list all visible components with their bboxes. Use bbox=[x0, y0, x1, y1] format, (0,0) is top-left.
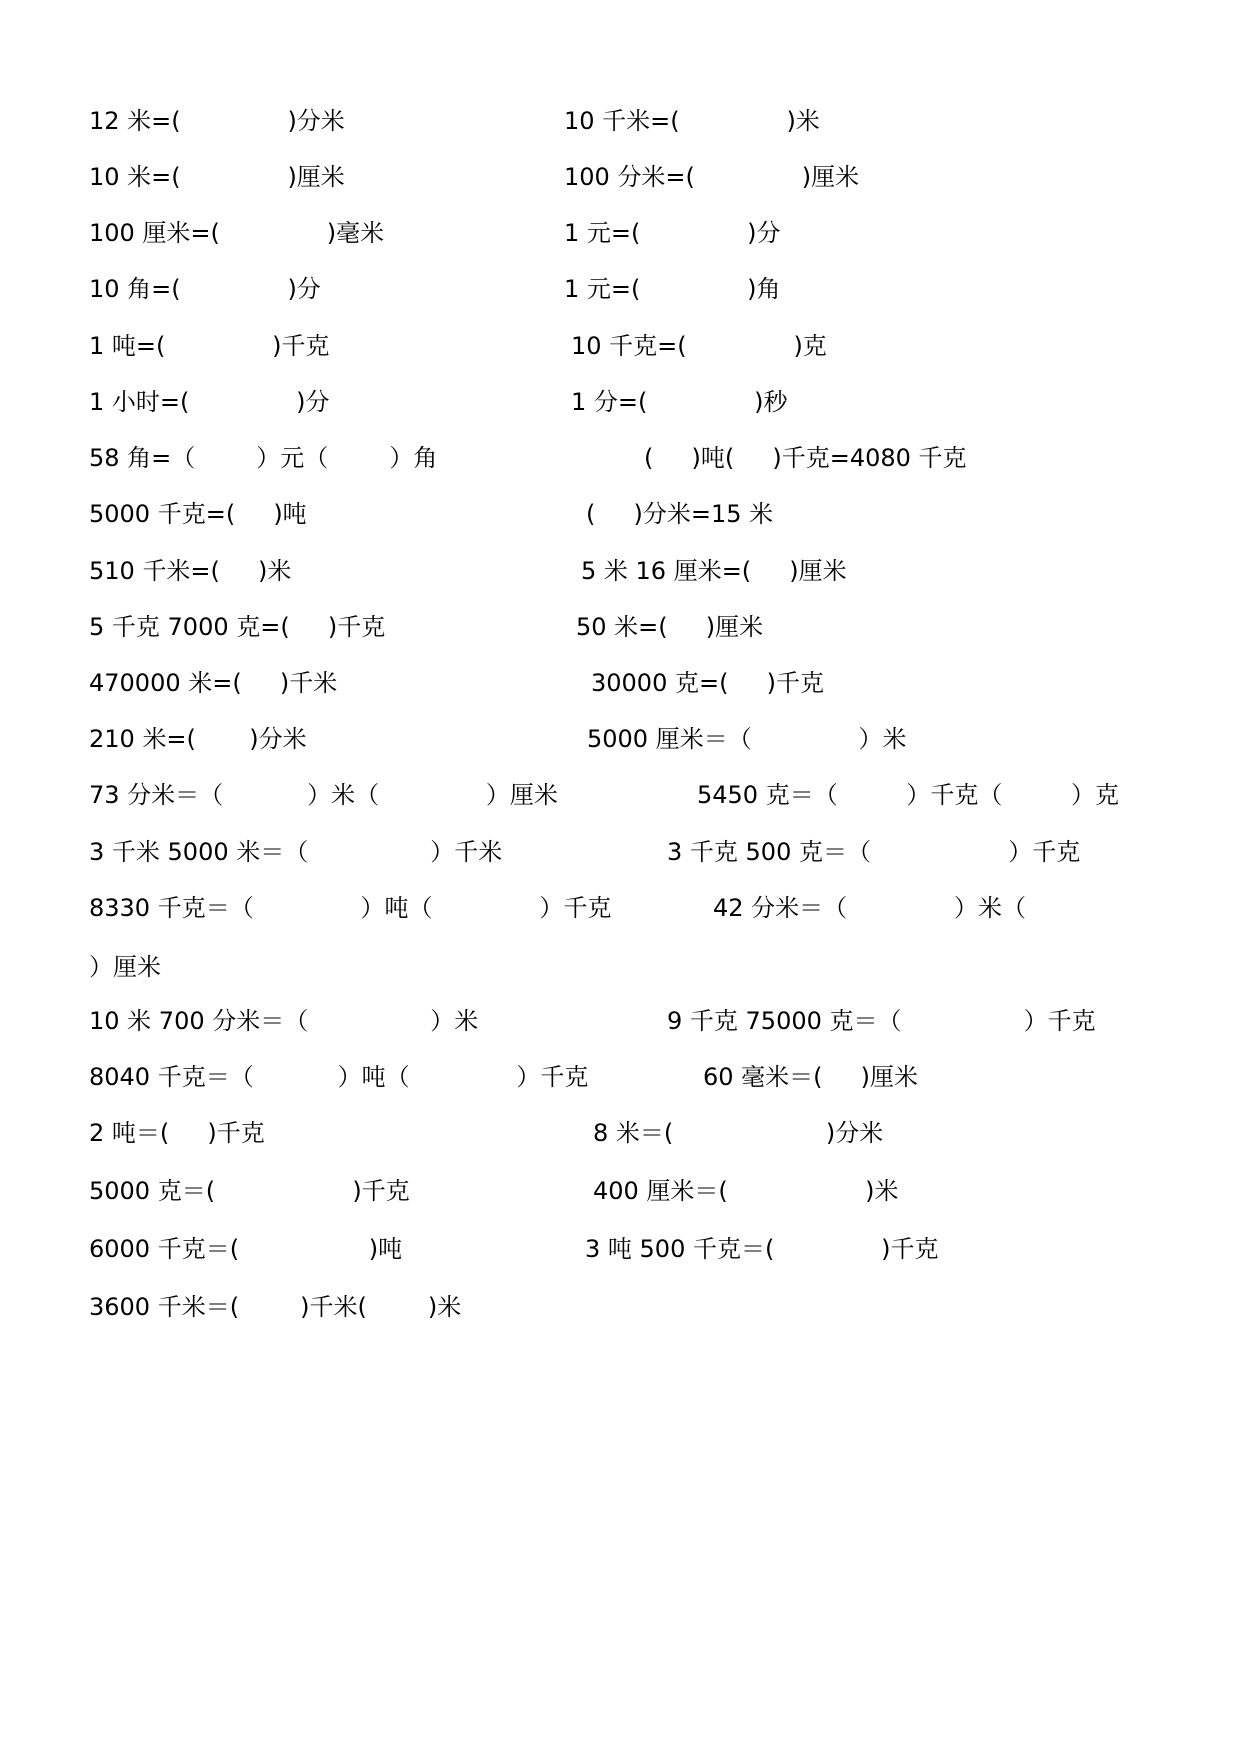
exercise-line: 510 千米=( )米 bbox=[89, 557, 292, 585]
exercise-line: 42 分米＝（ ）米（ bbox=[713, 894, 1026, 922]
exercise-line: 8040 千克＝（ ）吨（ ）千克 bbox=[89, 1063, 589, 1091]
exercise-line: 5 米 16 厘米=( )厘米 bbox=[581, 557, 847, 585]
exercise-line: 30000 克=( )千克 bbox=[591, 669, 824, 697]
exercise-line: 5 千克 7000 克=( )千克 bbox=[89, 613, 386, 641]
exercise-line: 58 角=（ ）元（ ）角 bbox=[89, 444, 438, 472]
exercise-line: 2 吨＝( )千克 bbox=[89, 1119, 265, 1147]
exercise-line: 210 米=( )分米 bbox=[89, 725, 307, 753]
exercise-line: ）厘米 bbox=[89, 953, 161, 981]
exercise-line: 5000 千克=( )吨 bbox=[89, 500, 307, 528]
exercise-line: 3 吨 500 千克＝( )千克 bbox=[585, 1235, 939, 1263]
exercise-line: 12 米=( )分米 bbox=[89, 107, 345, 135]
exercise-line: ( )吨( )千克=4080 千克 bbox=[644, 444, 967, 472]
exercise-line: 10 千克=( )克 bbox=[571, 332, 827, 360]
exercise-line: 10 角=( )分 bbox=[89, 275, 321, 303]
exercise-line: 60 毫米＝( )厘米 bbox=[703, 1063, 919, 1091]
exercise-line: 6000 千克＝( )吨 bbox=[89, 1235, 403, 1263]
exercise-line: 3 千米 5000 米＝（ ）千米 bbox=[89, 838, 503, 866]
exercise-line: 100 分米=( )厘米 bbox=[564, 163, 860, 191]
exercise-line: 400 厘米＝( )米 bbox=[593, 1177, 899, 1205]
exercise-line: ( )分米=15 米 bbox=[586, 500, 774, 528]
exercise-line: 470000 米=( )千米 bbox=[89, 669, 338, 697]
exercise-line: 100 厘米=( )毫米 bbox=[89, 219, 385, 247]
exercise-line: 1 小时=( )分 bbox=[89, 388, 330, 416]
exercise-line: 1 吨=( )千克 bbox=[89, 332, 330, 360]
exercise-line: 1 元=( )角 bbox=[564, 275, 781, 303]
exercise-line: 10 米 700 分米＝（ ）米 bbox=[89, 1007, 479, 1035]
exercise-line: 1 分=( )秒 bbox=[571, 388, 788, 416]
exercise-line: 5000 克＝( )千克 bbox=[89, 1177, 410, 1205]
exercise-line: 73 分米＝（ ）米（ ）厘米 bbox=[89, 781, 558, 809]
exercise-line: 8330 千克＝（ ）吨（ ）千克 bbox=[89, 894, 612, 922]
exercise-line: 50 米=( )厘米 bbox=[576, 613, 764, 641]
exercise-line: 3600 千米＝( )千米( )米 bbox=[89, 1293, 462, 1321]
exercise-line: 8 米＝( )分米 bbox=[593, 1119, 884, 1147]
exercise-line: 9 千克 75000 克＝（ ）千克 bbox=[667, 1007, 1096, 1035]
exercise-line: 1 元=( )分 bbox=[564, 219, 781, 247]
exercise-line: 3 千克 500 克＝（ ）千克 bbox=[667, 838, 1081, 866]
exercise-line: 5450 克＝（ ）千克（ ）克 bbox=[697, 781, 1120, 809]
exercise-line: 10 米=( )厘米 bbox=[89, 163, 345, 191]
exercise-line: 5000 厘米＝（ ）米 bbox=[587, 725, 907, 753]
exercise-line: 10 千米=( )米 bbox=[564, 107, 820, 135]
